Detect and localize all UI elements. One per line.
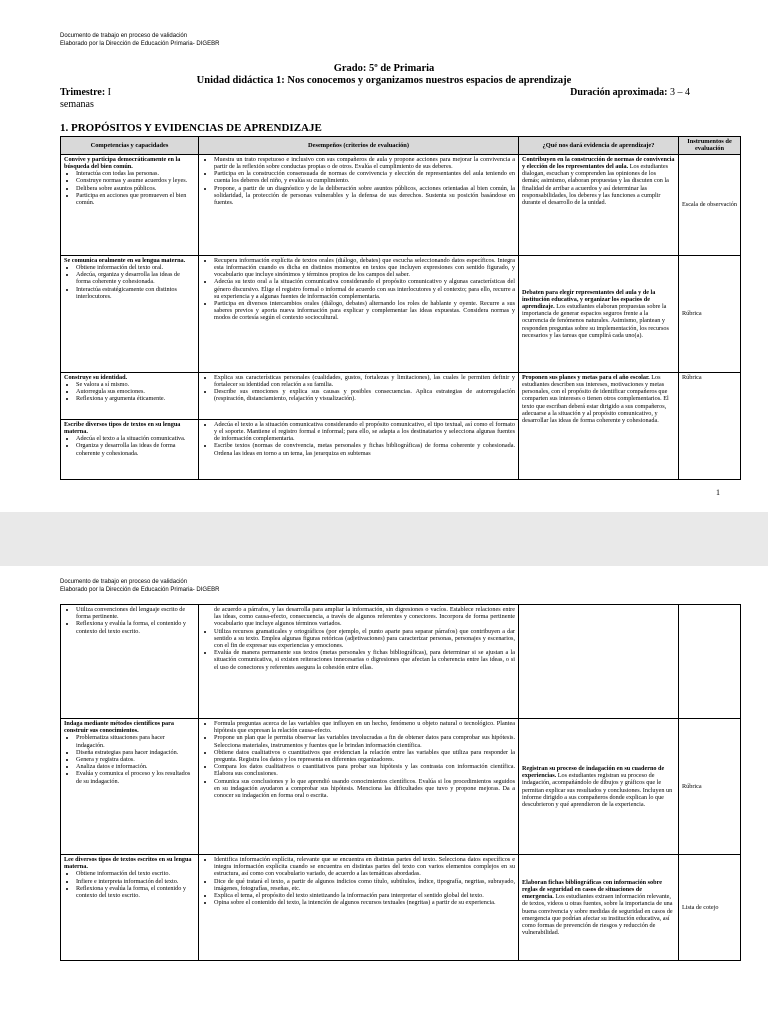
competency-cell bbox=[61, 255, 199, 372]
performance-item: • Evalúa de manera permanente sus textos (metas personales y fichas bibliográficas), para determinar si se ajustan a la situación comunicativa, si existen reiteraciones innecesarias o digresiones que afectan la coherencia entre las ideas, o si el uso de conectores y referentes asegura la cohesión entre ellas. bbox=[214, 649, 515, 671]
instrument-cell bbox=[679, 605, 741, 719]
performance-cell bbox=[199, 605, 519, 719]
competency-cell bbox=[61, 372, 199, 419]
capacity-item: • Interactúa estratégicamente con distintos interlocutores. bbox=[76, 286, 195, 300]
capacity-item: • Adecúa, organiza y desarrolla las ideas de forma coherente y cohesionada. bbox=[76, 271, 195, 285]
evidence-title: Contribuyen en la construcción de normas de convivencia y elección de los representantes del aula. bbox=[522, 155, 675, 171]
competency-title: Construye su identidad. bbox=[64, 373, 128, 381]
performance-item: • Explica el tema, el propósito del texto sintetizando la información para interpretar el sentido global del texto. bbox=[214, 892, 515, 899]
competency-title: Indaga mediante métodos científicos para construir sus conocimientos. bbox=[64, 720, 174, 735]
header-note bbox=[60, 32, 219, 48]
capacity-item: • Participa en acciones que promueven el bien común. bbox=[76, 192, 195, 206]
performance-item: • Adecúa su texto oral a la situación comunicativa considerando el propósito comunicativo y algunas características del género discursivo. Elige el registro formal o informal de acuerdo con sus interlocutores y el contexto; para ello, recurre a su experiencia y a algunas fuentes de información complementaria. bbox=[214, 278, 515, 300]
header-instrumentos: Instrumentos de evaluación bbox=[679, 137, 741, 155]
capacity-item: • Se valora a sí mismo. bbox=[76, 381, 195, 388]
capacity-item: • Adecúa el texto a la situación comunicativa. bbox=[76, 435, 195, 442]
capacity-item: • Infiere e interpreta información del texto. bbox=[76, 878, 195, 885]
performance-item: • Escribe textos (normas de convivencia, metas personales y fichas bibliográficas) de forma coherente y cohesionada. Ordena las ideas en torno a un tema, las jerarquiza en subtemas bbox=[214, 442, 515, 456]
performance-cell bbox=[199, 419, 519, 479]
performance-cell bbox=[199, 154, 519, 255]
capacity-item: • Reflexiona y argumenta éticamente. bbox=[76, 395, 195, 402]
capacity-item: • Reflexiona y evalúa la forma, el contenido y contexto del texto escrito. bbox=[76, 620, 195, 634]
evidence-text: Los estudiantes dialogan, escuchan y comprenden las opiniones de los demás; asimismo, elaboran propuestas y las discuten con la finalidad de arribar a acuerdos y así determinar las responsabilidades, los deberes y las funciones a cumplir durante el desarrollo de la unidad. bbox=[522, 163, 669, 207]
evidence-title: Debaten para elegir representantes del aula y de la institución educativa, y organizar los espacios de aprendizaje. bbox=[522, 288, 656, 310]
table-row bbox=[61, 605, 741, 719]
evidence-text: Los estudiantes describen sus intereses, motivaciones y metas personales, con el propósito de identificar compañeros que comparten sus intereses o tienen otros complementarios. El texto que escriban deberá estar dirigido a sus compañeros, adecuarse a la situación y al propósito comunicativo, y desarrollar las ideas de forma coherente y cohesionada. bbox=[522, 373, 669, 425]
evidence-title: Elaboran fichas bibliográficas con información sobre reglas de seguridad en casos de situaciones de emergencia. bbox=[522, 878, 662, 901]
instrument-cell: Rúbrica bbox=[679, 255, 741, 372]
unit-title: Unidad didáctica 1: Nos conocemos y organizamos nuestros espacios de aprendizaje bbox=[196, 75, 572, 86]
trimestre-label: Trimestre: bbox=[60, 87, 106, 98]
duration-value: 3 – 4 bbox=[670, 87, 690, 98]
header-line-2: Elaborado por la Dirección de Educación Primaria- DIGEBR bbox=[60, 587, 220, 593]
evidence-title: Registran su proceso de indagación en su cuaderno de experiencias. bbox=[522, 764, 665, 780]
performance-item: • Adecúa el texto a la situación comunicativa considerando el propósito comunicativo, el tipo textual, así como el formato y el soporte. Mantiene el registro formal e informal; para ello, se adapta a los destinatarios y selecciona algunas fuentes de información complementaria. bbox=[214, 421, 515, 443]
evidence-text: Los estudiantes extraen información relevante, de textos, videos u otras fuentes, sobre la importancia de una buena convivencia y sobre medidas de seguridad en casos de emergencia que podrían afectar su institución educativa, así como formas de prevención de riesgos y reducción de vulnerabilidad. bbox=[522, 893, 673, 937]
capacity-item: • Analiza datos e información. bbox=[76, 763, 195, 770]
evidence-table-continued bbox=[60, 604, 741, 961]
competency-cell bbox=[61, 154, 199, 255]
performance-item: • Explica sus características personales (cualidades, gustos, fortalezas y limitaciones), las cuales le permiten definir y fortalecer su identidad con relación a su familia. bbox=[214, 374, 515, 388]
duration-label: Duración aproximada: bbox=[570, 87, 668, 98]
capacity-item: • Problematiza situaciones para hacer indagación. bbox=[76, 734, 195, 748]
performance-item: • Dice de qué tratará el texto, a partir de algunos indicios como título, subtítulos, índice, tipografía, negritas, subrayado, imágenes, fotografías, reseñas, etc. bbox=[214, 878, 515, 892]
competency-cell bbox=[61, 719, 199, 855]
capacity-item: • Utiliza convenciones del lenguaje escrito de forma pertinente. bbox=[76, 606, 195, 620]
page-number: 1 bbox=[716, 488, 720, 497]
evidence-cell bbox=[519, 855, 679, 961]
performance-item: • Obtiene datos cualitativos o cuantitativos que evidencian la relación entre las variables que utiliza para responder la pregunta. Registra los datos y los representa en diferentes organizadores. bbox=[214, 749, 515, 763]
header-line-1: Documento de trabajo en proceso de validación bbox=[60, 579, 188, 585]
instrument-cell: Lista de cotejo bbox=[679, 855, 741, 961]
table-row bbox=[61, 154, 741, 255]
capacity-item: • Construye normas y asume acuerdos y leyes. bbox=[76, 177, 195, 184]
evidence-cell bbox=[519, 605, 679, 719]
performance-item: • Participa en la construcción consensuada de normas de convivencia y elección de representantes del aula teniendo en cuenta los deberes del niño, y evalúa su cumplimiento. bbox=[214, 170, 515, 184]
evidence-cell bbox=[519, 372, 679, 479]
instrument-cell: Rúbrica bbox=[679, 719, 741, 855]
competency-cell bbox=[61, 855, 199, 961]
trimestre-line bbox=[60, 87, 111, 98]
performance-item: • Propone, a partir de un diagnóstico y de la deliberación sobre asuntos públicos, acciones orientadas al bien común, la solidaridad, la protección de personas vulnerables y la defensa de sus derechos. Sustenta su posición basándose en fuentes. bbox=[214, 185, 515, 207]
capacity-item: • Delibera sobre asuntos públicos. bbox=[76, 185, 195, 192]
evidence-table bbox=[60, 136, 741, 480]
performance-item: • Describe sus emociones y explica sus causas y posibles consecuencias. Aplica estrategias de autorregulación (respiración, distanciamiento, relajación y visualización). bbox=[214, 388, 515, 402]
capacity-item: • Evalúa y comunica el proceso y los resultados de su indagación. bbox=[76, 770, 195, 784]
header-competencias: Competencias y capacidades bbox=[61, 137, 199, 155]
performance-continued: de acuerdo a párrafos, y las desarrolla para ampliar la información, sin digresiones o vacíos. Establece relaciones entre las ideas, como causa-efecto, consecuencia, a través de algunos referentes y conectores. Incorpora de forma pertinente vocabulario que incluye algunos términos variados. bbox=[214, 606, 515, 628]
duration-line bbox=[570, 87, 690, 98]
performance-item: • Propone un plan que le permita observar las variables involucradas a fin de obtener datos para comprobar sus hipótesis. Selecciona materiales, instrumentos y fuentes que le brindan información científica. bbox=[214, 734, 515, 748]
performance-item: • Recupera información explícita de textos orales (diálogo, debates) que escucha seleccionando datos específicos. Integra esta información cuando es dicha en distintos momentos en textos que incluyen expresiones con sentido figurado, y vocabulario que incluye sinónimos y términos propios de los campos del saber. bbox=[214, 257, 515, 279]
table-row bbox=[61, 855, 741, 961]
header-line-1: Documento de trabajo en proceso de validación bbox=[60, 33, 188, 39]
competency-title: Convive y participa democráticamente en la búsqueda del bien común. bbox=[64, 155, 181, 171]
header-desempenos: Desempeños (criterios de evaluación) bbox=[199, 137, 519, 155]
header-line-2: Elaborado por la Dirección de Educación Primaria- DIGEBR bbox=[60, 41, 220, 47]
trimestre-value: I bbox=[107, 87, 112, 98]
evidence-title: Proponen sus planes y metas para el año escolar. bbox=[522, 373, 650, 381]
capacity-item: • Diseña estrategias para hacer indagación. bbox=[76, 749, 195, 756]
performance-cell bbox=[199, 855, 519, 961]
table-row bbox=[61, 719, 741, 855]
performance-item: • Opina sobre el contenido del texto, la intención de algunos recursos textuales (negritas) a partir de su experiencia. bbox=[214, 899, 515, 906]
evidence-cell bbox=[519, 154, 679, 255]
performance-item: • Participa en diversos intercambios orales (diálogo, debates) alternando los roles de hablante y oyente. Recurre a sus saberes previos y aporta nueva información para explicar y complementar las ideas expuestas. Considera normas y modos de cortesía según el contexto sociocultural. bbox=[214, 300, 515, 322]
capacity-item: • Obtiene información del texto oral. bbox=[76, 264, 195, 271]
evidence-text: Los estudiantes registran su proceso de indagación, acompañándolo de dibujos y gráficos que le permitan explicar sus resultados y conclusiones. Incluyen un informe dirigido a sus compañeros donde explican lo que descubrieron y qué aprendieron de la experiencia. bbox=[522, 772, 673, 808]
performance-item: • Muestra un trato respetuoso e inclusivo con sus compañeros de aula y propone acciones para mejorar la convivencia a partir de la reflexión sobre conductas propias o de otros. Evalúa el cumplimiento de sus deberes. bbox=[214, 156, 515, 170]
performance-item: • Compara los datos cualitativos o cuantitativos para probar sus hipótesis y las contrasta con información científica. Elabora sus conclusiones. bbox=[214, 763, 515, 777]
table-header-row bbox=[61, 137, 741, 155]
competency-title: Lee diversos tipos de textos escritos en su lengua materna. bbox=[64, 856, 192, 871]
table-row bbox=[61, 255, 741, 372]
capacity-item: • Genera y registra datos. bbox=[76, 756, 195, 763]
evidence-text: Los estudiantes elaboran propuestas sobre la importancia de generar espacios seguros frente a la ocurrencia de fenómenos naturales. Asimismo, plantean y responden preguntas sobre su implementación, los recursos necesarios y las tareas que cumplirá cada uno(a). bbox=[522, 303, 669, 339]
competency-cell bbox=[61, 605, 199, 719]
performance-item: • Comunica sus conclusiones y lo que aprendió usando conocimientos científicos. Evalúa si los procedimientos seguidos en su indagación ayudaron a comprobar sus hipótesis. Menciona las dificultades que tuvo y propone mejoras. Da a conocer su indagación en forma oral o escrita. bbox=[214, 778, 515, 800]
competency-title: Se comunica oralmente en su lengua materna. bbox=[64, 256, 186, 264]
section-heading: 1. PROPÓSITOS Y EVIDENCIAS DE APRENDIZAJE bbox=[60, 122, 322, 134]
performance-cell bbox=[199, 372, 519, 419]
evidence-cell bbox=[519, 255, 679, 372]
header-note bbox=[60, 578, 219, 594]
table-row bbox=[61, 372, 741, 419]
performance-cell bbox=[199, 719, 519, 855]
instrument-cell: Rúbrica bbox=[679, 372, 741, 479]
capacity-item: • Autorregula sus emociones. bbox=[76, 388, 195, 395]
competency-cell bbox=[61, 419, 199, 479]
capacity-item: • Reflexiona y evalúa la forma, el contenido y contexto del texto escrito. bbox=[76, 885, 195, 899]
capacity-item: • Obtiene información del texto escrito. bbox=[76, 870, 195, 877]
capacity-item: • Organiza y desarrolla las ideas de forma coherente y cohesionada. bbox=[76, 442, 195, 456]
performance-item: • Utiliza recursos gramaticales y ortográficos (por ejemplo, el punto aparte para separar párrafos) que contribuyen a dar sentido a su texto. Emplea algunas figuras retóricas (adjetivaciones) para caracterizar personas, personajes y escenarios, con el fin de expresar sus experiencias y emociones. bbox=[214, 628, 515, 650]
capacity-item: • Interactúa con todas las personas. bbox=[76, 170, 195, 177]
performance-item: • Identifica información explícita, relevante que se encuentra en distintas partes del texto. Selecciona datos específicos e integra información explícita cuando se encuentra en distintas partes del texto con varios elementos complejos en su estructura, así como con vocabulario variado, de acuerdo a las temáticas abordadas. bbox=[214, 856, 515, 878]
performance-cell bbox=[199, 255, 519, 372]
header-evidencia: ¿Qué nos dará evidencia de aprendizaje? bbox=[519, 137, 679, 155]
performance-item: • Formula preguntas acerca de las variables que influyen en un hecho, fenómeno u objeto natural o tecnológico. Plantea hipótesis que expresan la relación causa-efecto. bbox=[214, 720, 515, 734]
evidence-cell bbox=[519, 719, 679, 855]
competency-title: Escribe diversos tipos de textos en su lengua materna. bbox=[64, 420, 181, 436]
document-page-2 bbox=[0, 566, 768, 1024]
instrument-cell: Escala de observación bbox=[679, 154, 741, 255]
grade-title: Grado: 5º de Primaria bbox=[333, 63, 435, 74]
semanas-text: semanas bbox=[60, 99, 94, 110]
